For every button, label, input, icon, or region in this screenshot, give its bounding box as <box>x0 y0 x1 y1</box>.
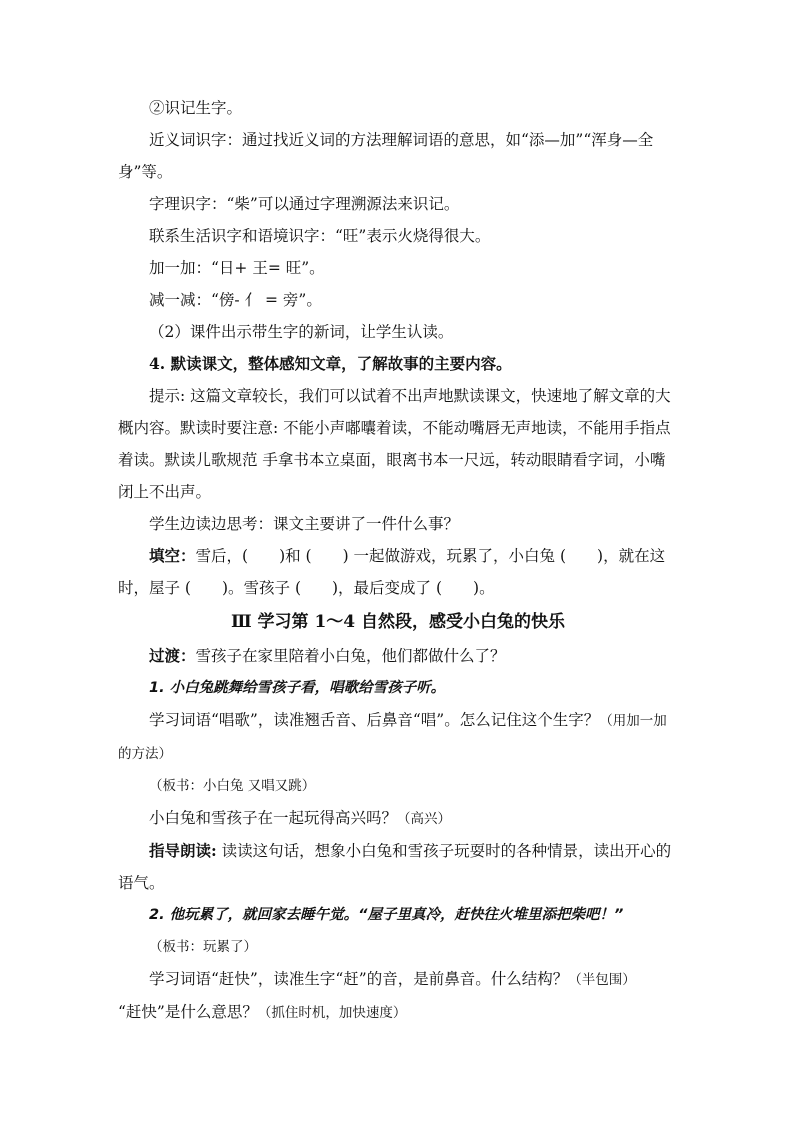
paragraph-happy-question <box>118 802 678 835</box>
fill-blank-text: 雪后，( )和 ( ) 一起做游戏，玩累了，小白兔 ( )，就在这时，屋子 ( )。雪孩子 ( )，最后变成了 ( )。 <box>118 547 666 597</box>
paragraph-silent-reading-tip: 提示: 这篇文章较长，我们可以试着不出声地默读课文，快速地了解文章的大概内容。默读时要注意: 不能小声嘟囔着读，不能动嘴唇无声地读，不能用手指点着读。默读儿歌规范 手拿书本立桌面，眼离书本一尺远，转动眼睛看字词，小嘴闭上不出声。 <box>118 387 671 501</box>
blackboard-note-1: （板书：小白兔 又唱又跳） <box>149 778 316 794</box>
transition-label: 过渡： <box>149 646 196 665</box>
document-body <box>118 92 678 1029</box>
learn-hurry-note: （半包围） <box>568 972 636 988</box>
hurry-meaning-note: （抓住时机，加快速度） <box>257 1005 407 1021</box>
transition-text: 雪孩子在家里陪着小白兔，他们都做什么了？ <box>195 647 506 665</box>
paragraph-think-question: 学生边读边思考：课文主要讲了一件什么事？ <box>149 515 460 533</box>
happy-question-note: （高兴） <box>397 811 452 827</box>
paragraph-context-method: 联系生活识字和语境识字：“旺”表示火烧得很大。 <box>149 227 491 245</box>
fill-blank-label: 填空： <box>149 546 196 565</box>
guided-reading-label: 指导朗读: <box>149 841 217 860</box>
happy-question-text: 小白兔和雪孩子在一起玩得高兴吗？ <box>149 809 398 827</box>
paragraph-recognize-characters: ②识记生字。 <box>149 99 243 117</box>
subsection-2-title: 2. 他玩累了，就回家去睡午觉。“屋子里真冷，赶快往火堆里添把柴吧！” <box>149 907 624 923</box>
hurry-meaning-text: “赶快”是什么意思？ <box>118 1003 258 1021</box>
learn-sing-note: （用加一加的方法） <box>118 713 667 762</box>
paragraph-synonym-method: 近义词识字：通过找近义词的方法理解词语的意思，如“添—加”“浑身—全身”等。 <box>118 131 654 181</box>
paragraph-learn-sing <box>118 704 678 770</box>
paragraph-transition <box>118 640 678 672</box>
paragraph-guided-reading <box>118 835 678 899</box>
paragraph-learn-hurry <box>118 963 678 996</box>
paragraph-addition: 加一加：“日+ 王= 旺”。 <box>149 259 325 277</box>
learn-sing-text: 学习词语“唱歌”，读准翘舌音、后鼻音“唱”。怎么记住这个生字？ <box>149 711 600 729</box>
paragraph-fill-blanks <box>118 540 678 604</box>
paragraph-hurry-meaning <box>118 996 678 1029</box>
blackboard-note-2: （板书：玩累了） <box>149 939 257 955</box>
paragraph-etymology-method: 字理识字：“柴”可以通过字理溯源法来识记。 <box>149 195 460 213</box>
section-4-title: 4. 默读课文，整体感知文章，了解故事的主要内容。 <box>149 354 512 373</box>
section-heading: Ⅲ 学习第 1～4 自然段，感受小白兔的快乐 <box>230 612 566 632</box>
guided-reading-text: 读读这句话，想象小白兔和雪孩子玩耍时的各种情景，读出开心的语气。 <box>118 842 672 892</box>
learn-hurry-text: 学习词语“赶快”，读准生字“赶”的音，是前鼻音。什么结构？ <box>149 970 569 988</box>
paragraph-subtraction: 减一减：“傍- 亻 = 旁”。 <box>149 291 322 309</box>
subsection-1-title: 1. 小白兔跳舞给雪孩子看，唱歌给雪孩子听。 <box>149 680 446 696</box>
paragraph-courseware: （2）课件出示带生字的新词，让学生认读。 <box>149 323 454 341</box>
